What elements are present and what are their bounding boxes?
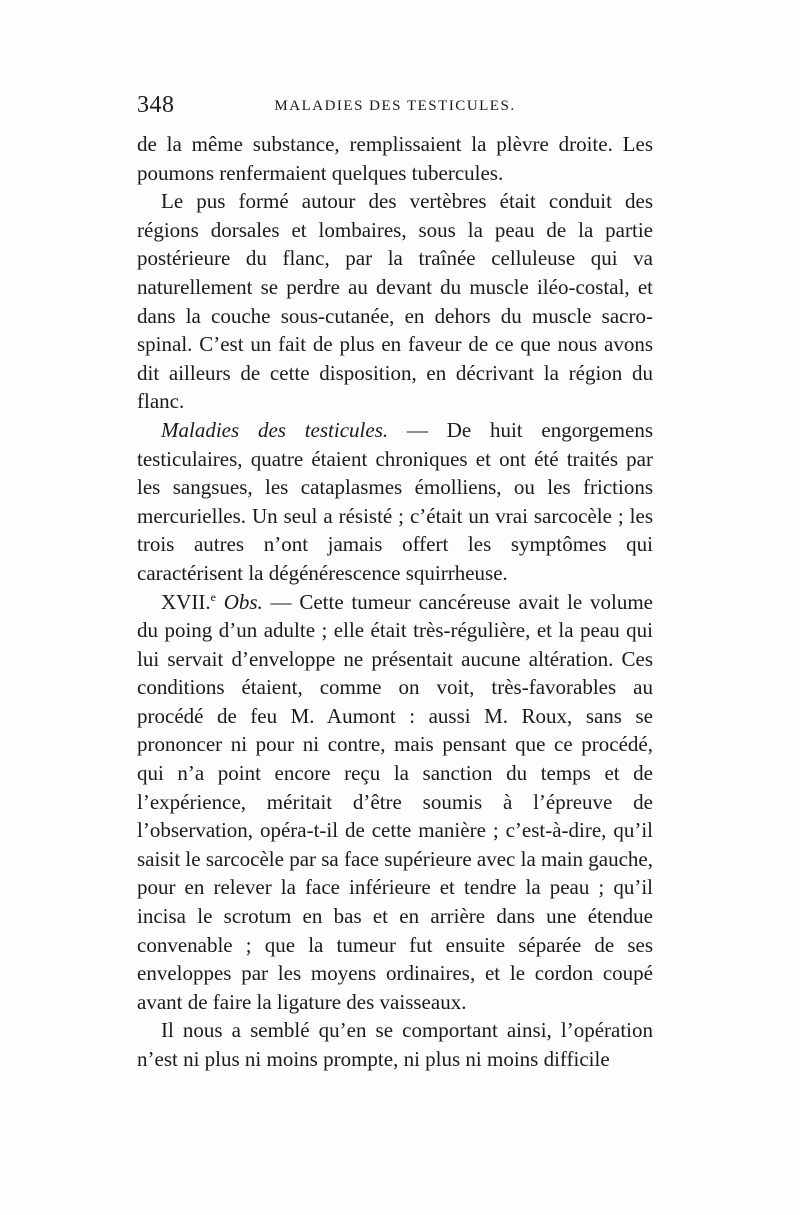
- page-number: 348: [137, 92, 175, 118]
- observation-number-suffix: e: [210, 589, 216, 604]
- paragraph-pus: Le pus formé autour des vertèbres était conduit des régions dorsales et lombaires, sous la peau de la partie postérieure du flanc, par la traînée celluleuse qui va naturellement se perdre au devant du muscle iléo-costal, et dans la couche sous-cutanée, en dehors du muscle sacro-spinal. C’est un fait de plus en faveur de ce que nous avons dit ailleurs de cette disposition, en décrivant la région du flanc.: [137, 189, 653, 414]
- observation-label: Obs.: [223, 589, 263, 614]
- paragraph-testicular-diseases: [137, 416, 653, 588]
- paragraph-conclusion: Il nous a semblé qu’en se comportant ainsi, l’opération n’est ni plus ni moins prompte, ni plus ni moins difficile: [137, 1018, 653, 1071]
- paragraph-text: — Cette tumeur cancéreuse avait le volume du poing d’un adulte ; elle était très-régulière, et la peau qui lui servait d’enveloppe ne présentait aucune altération. Ces conditions étaient, comme on voit, très-favorables au procédé de feu M. Aumont : aussi M. Roux, sans se prononcer ni pour ni contre, mais pensant que ce procédé, qui n’a point encore reçu la sanction du temps et de l’expérience, méritait d’être soumis à l’épreuve de l’observation, opéra-t-il de cette manière ; c’est-à-dire, qu’il saisit le sarcocèle par sa face supérieure avec la main gauche, pour en relever la face inférieure et tendre la peau ; qu’il incisa le scrotum en bas et en arrière dans une étendue convenable ; que la tumeur fut ensuite séparée de ses enveloppes par les moyens ordinaires, et le cordon coupé avant de faire la ligature des vaisseaux.: [137, 589, 654, 1014]
- paragraph-continuation: de la même substance, remplissaient la plèvre droite. Les poumons renfermaient quelques tubercules.: [137, 132, 653, 185]
- observation-number: XVII.: [161, 589, 211, 614]
- body-text: [137, 130, 653, 1074]
- running-title: MALADIES DES TESTICULES.: [274, 98, 516, 114]
- page-header: [137, 92, 653, 126]
- section-lead: Maladies des testicules.: [161, 417, 389, 442]
- paragraph-text: — De huit engorgemens testiculaires, quatre étaient chroniques et ont été traités par les sangsues, les cataplasmes émolliens, ou les frictions mercurielles. Un seul a résisté ; c’était un vrai sarcocèle ; les trois autres n’ont jamais offert les symptômes qui caractérisent la dégénérescence squirrheuse.: [137, 417, 653, 585]
- paragraph-observation: [137, 588, 653, 1017]
